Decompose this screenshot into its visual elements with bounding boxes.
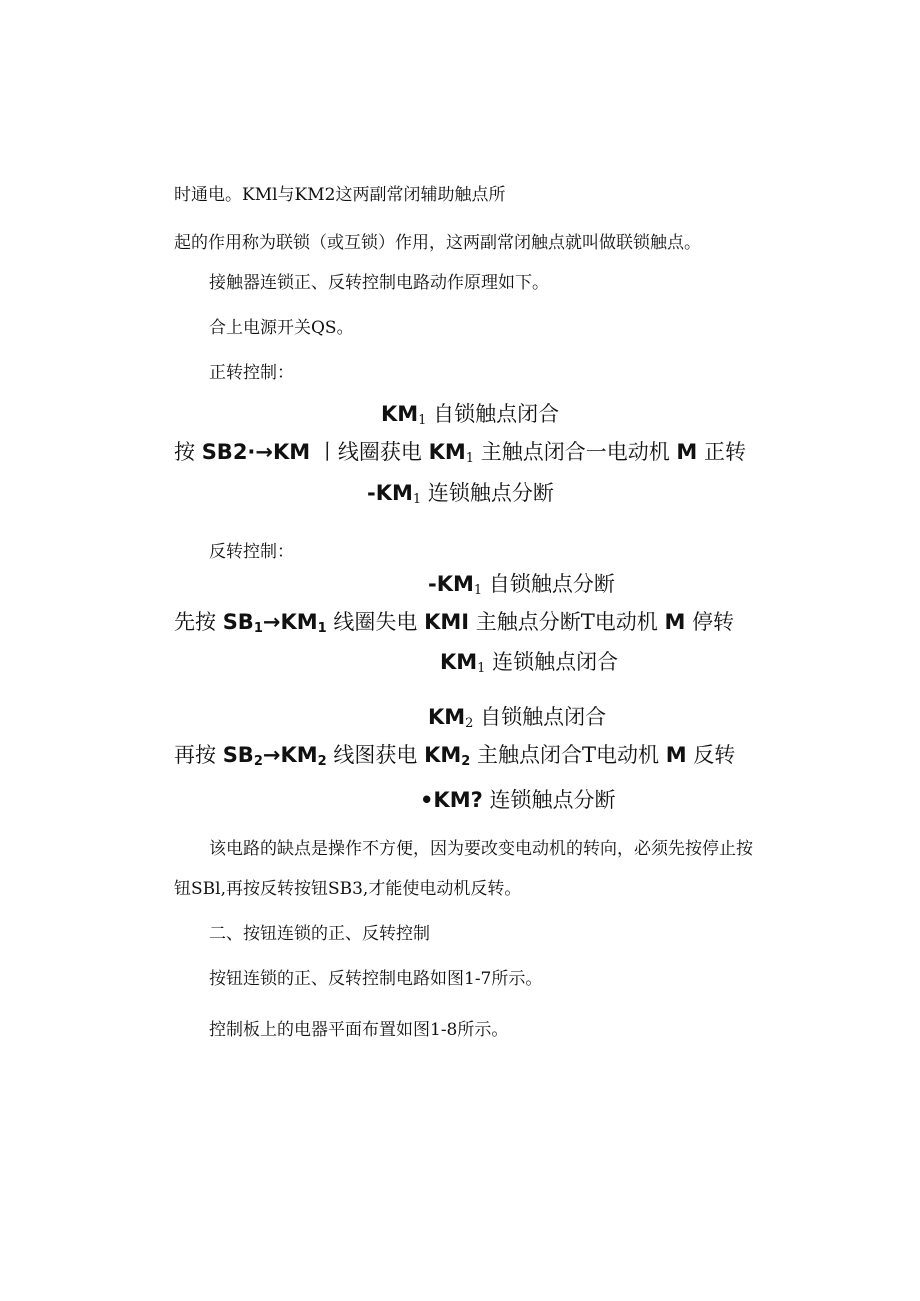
forward-bottom-line: $-KM_1$ 连锁触点分断 [367, 481, 554, 507]
paragraph-7: 该电路的缺点是操作不方便，因为要改变电动机的转向，必须先按停止按 [209, 839, 753, 859]
paragraph-9: 按钮连锁的正、反转控制电路如图1-7所示。 [209, 969, 543, 989]
paragraph-1: 时通电。KMl与KM2这两副常闭辅助触点所 [174, 185, 506, 205]
reverse-start-bottom-line: •KM? 连锁触点分断 [420, 788, 616, 812]
reverse-start-top-line: $KM_2$ 自锁触点闭合 [428, 705, 607, 731]
forward-main-line: 按 SB2·→KM 丨线圈获电 $KM_1$ 主触点闭合一电动机 M 正转 [174, 440, 746, 466]
reverse-stop-bottom-line: $KM_1$ 连锁触点闭合 [440, 650, 619, 676]
paragraph-10: 控制板上的电器平面布置如图1-8所示。 [209, 1020, 509, 1040]
paragraph-8: 钮SBl,再按反转按钮SB3,才能使电动机反转。 [174, 879, 522, 899]
paragraph-2: 起的作用称为联锁（或互锁）作用，这两副常闭触点就叫做联锁触点。 [174, 233, 701, 253]
section-heading: 二、按钮连锁的正、反转控制 [209, 924, 430, 944]
paragraph-6: 反转控制： [209, 542, 294, 562]
paragraph-5: 正转控制： [209, 363, 294, 383]
paragraph-3: 接触器连锁正、反转控制电路动作原理如下。 [209, 273, 549, 293]
paragraph-4: 合上电源开关QS。 [209, 318, 354, 338]
reverse-stop-main-line: 先按 $SB_1\to KM_1$ 线圈失电 KMI 主触点分断T电动机 M 停转 [174, 610, 735, 636]
forward-top-line: $KM_1$ 自锁触点闭合 [381, 402, 560, 428]
reverse-stop-top-line: $-KM_1$ 自锁触点分断 [428, 572, 615, 598]
reverse-start-main-line: 再按 $SB_2\to KM_2$ 线图获电 $KM_2$ 主触点闭合T电动机 M 反转 [174, 743, 736, 769]
